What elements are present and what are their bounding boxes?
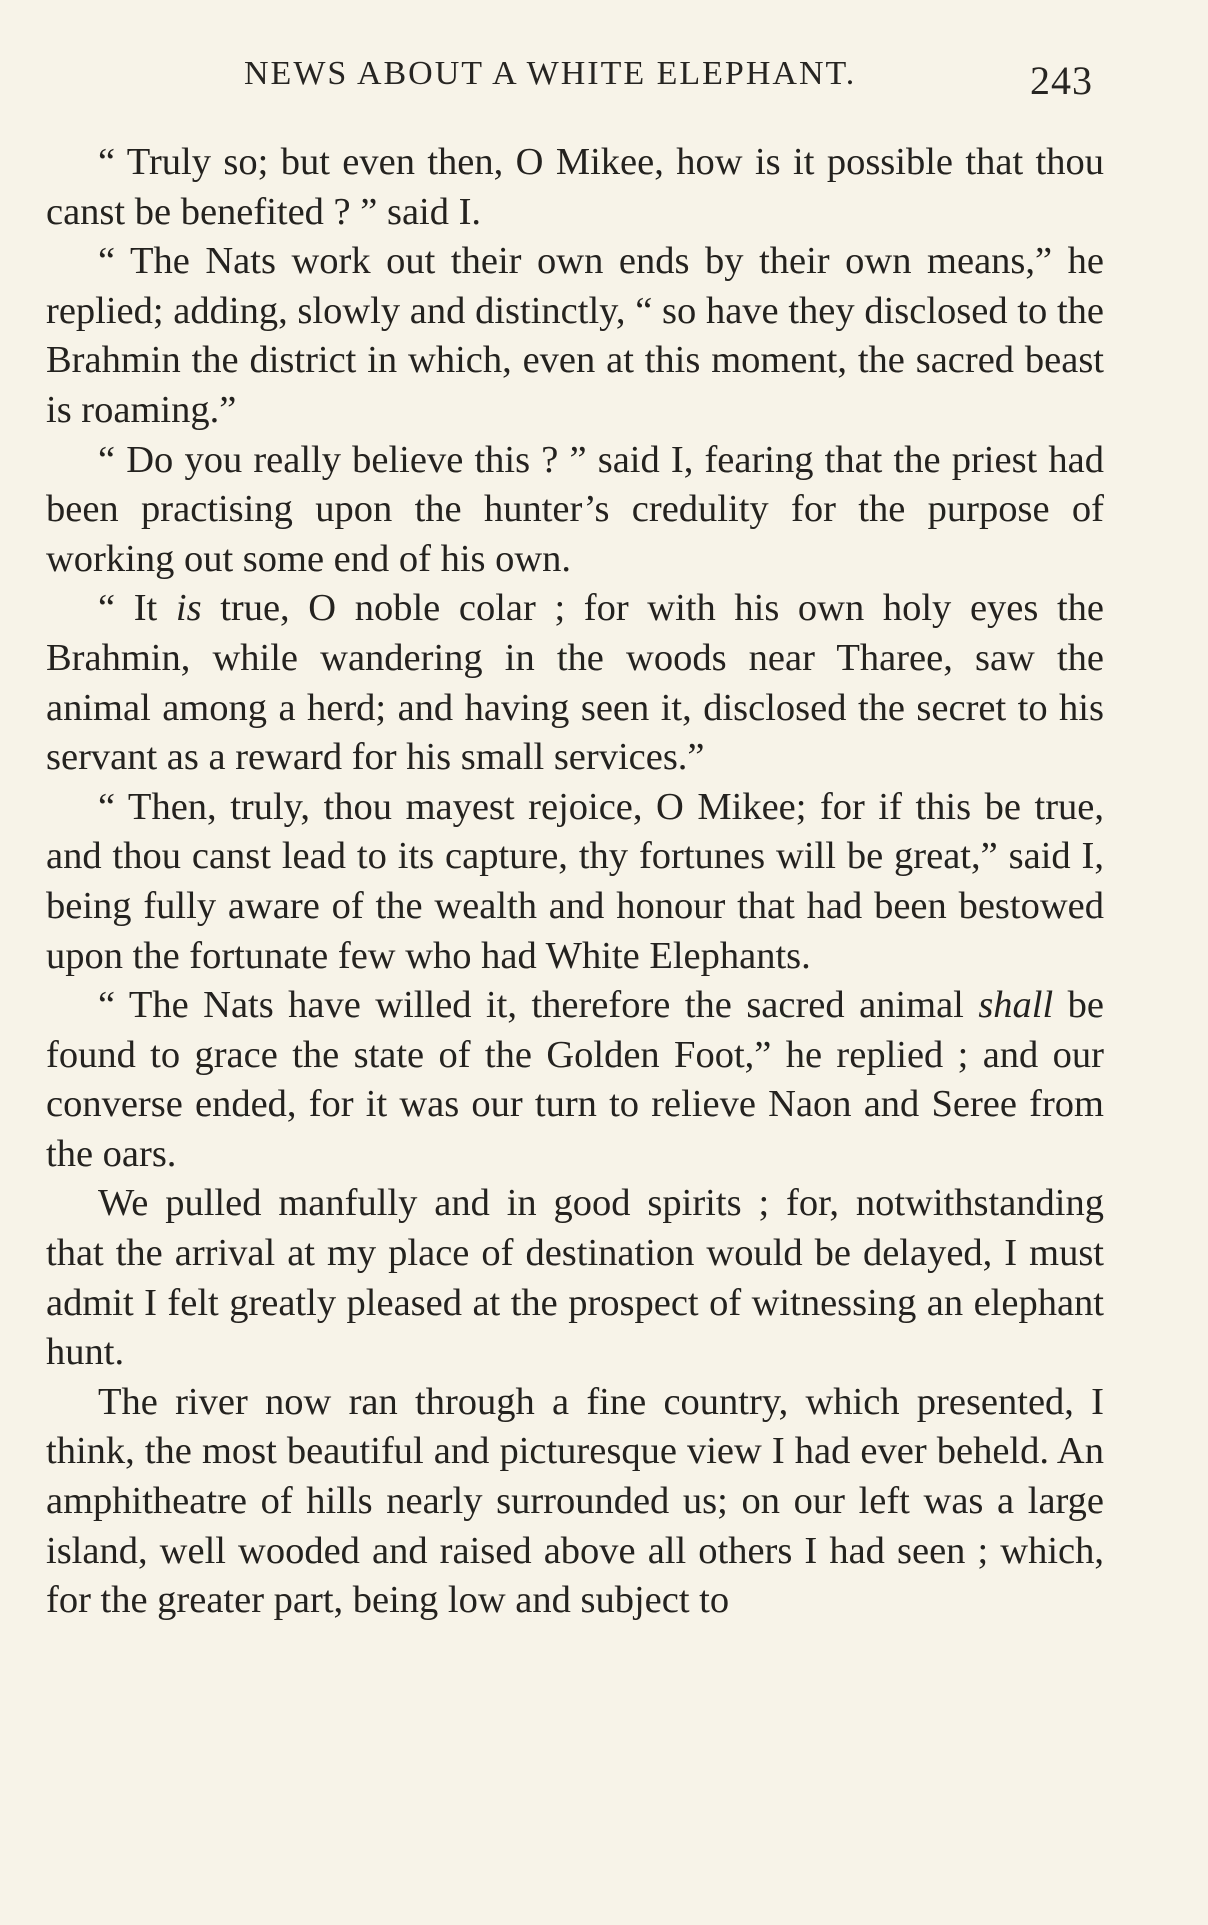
paragraph-text: true, O noble colar ; for with his own holy eyes the Brahmin, while wandering in the woods near Tharee, saw the animal among a herd; and having seen it, disclosed the secret to his servant as a reward for his small services.”: [46, 587, 1105, 779]
paragraph: [46, 584, 1104, 782]
paragraph: “ Then, truly, thou mayest rejoice, O Mikee; for if this be true, and thou canst lead to its capture, thy fortunes will be great,” said I, being fully aware of the wealth and honour that had been bestowed upon the fortunate few who had White Elephants.: [46, 785, 1104, 977]
page-header: [0, 55, 1208, 105]
body-text: [46, 138, 1104, 1626]
paragraph: “ Truly so; but even then, O Mikee, how is it possible that thou canst be benefited ? ” said I.: [46, 141, 1104, 233]
italic-word: is: [175, 587, 202, 630]
paragraph: We pulled manfully and in good spirits ; for, notwithstanding that the arrival at my place of destination would be delayed, I must admit I felt greatly pleased at the prospect of witnessing an elephant hunt.: [46, 1182, 1104, 1374]
paragraph: “ Do you really believe this ? ” said I, fearing that the priest had been practising upon the hunter’s credulity for the purpose of working out some end of his own.: [46, 438, 1104, 580]
paragraph-text: “ The Nats have willed it, therefore the sacred animal: [98, 984, 979, 1027]
paragraph: “ The Nats work out their own ends by their own means,” he replied; adding, slowly and distinctly, “ so have they disclosed to the Brahmin the district in which, even at this moment, the sacred beast is roaming.”: [46, 240, 1104, 431]
paragraph: [46, 981, 1104, 1179]
paragraph-text: be found to grace the state of the Golden Foot,” he replied ; and our converse ended, for it was our turn to relieve Naon and Seree from the oars.: [46, 984, 1104, 1175]
running-title: NEWS ABOUT A WHITE ELEPHANT.: [244, 55, 857, 92]
page-number: 243: [1030, 58, 1093, 103]
paragraph: The river now ran through a fine country, which presented, I think, the most beautiful and picturesque view I had ever beheld. An amphitheatre of hills nearly surrounded us; on our left was a large island, well wooded and raised above all others I had seen ; which, for the greater part, being low and subject to: [46, 1380, 1104, 1622]
italic-word: shall: [978, 984, 1054, 1027]
paragraph-text: “ It: [98, 587, 176, 630]
